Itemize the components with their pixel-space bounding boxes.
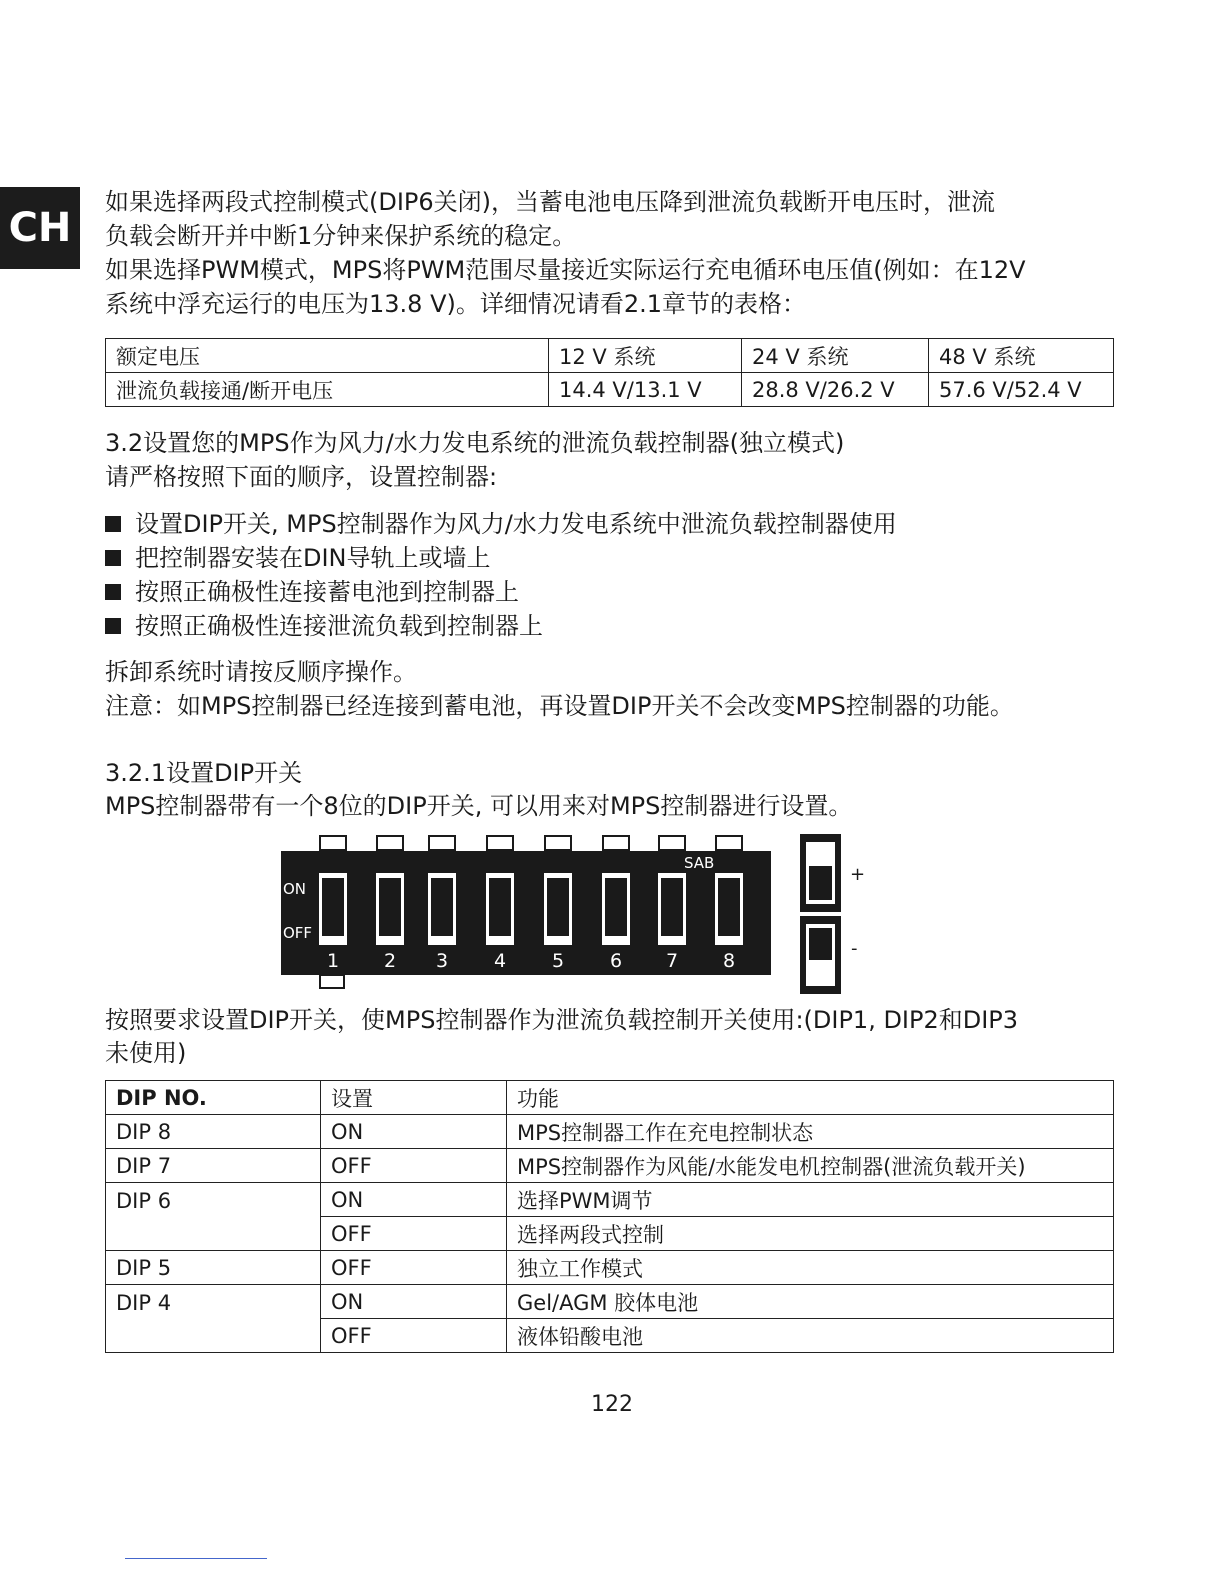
section-3-2-1-heading: 3.2.1设置DIP开关 bbox=[105, 759, 303, 787]
section-3-2-heading: 3.2设置您的MPS作为风力/水力发电系统的泄流负载控制器(独立模式) bbox=[105, 429, 845, 457]
terminal-plus-label: + bbox=[850, 864, 866, 885]
section-3-2-1-intro: MPS控制器带有一个8位的DIP开关, 可以用来对MPS控制器进行设置。 bbox=[105, 792, 853, 820]
dip-top-tab bbox=[603, 836, 629, 850]
dip-warning-note: 注意：如MPS控制器已经连接到蓄电池，再设置DIP开关不会改变MPS控制器的功能。 bbox=[105, 692, 1014, 720]
dip-top-tab bbox=[487, 836, 513, 850]
dip-number-label: 6 bbox=[609, 950, 623, 972]
dip-sab-label: SAB bbox=[684, 854, 715, 872]
dip-header-cell: 设置 bbox=[321, 1081, 507, 1115]
dip-instruction-line2: 未使用) bbox=[105, 1039, 187, 1067]
table-row bbox=[106, 1183, 1114, 1217]
paragraph-two-stage-line2: 负载会断开并中断1分钟来保护系统的稳定。 bbox=[105, 222, 577, 250]
dip-switch-knob bbox=[661, 878, 683, 936]
dip-table-header-row bbox=[106, 1081, 1114, 1115]
paragraph-pwm-line2: 系统中浮充运行的电压为13.8 V)。详细情况请看2.1章节的表格： bbox=[105, 290, 807, 318]
dip-number-cell: DIP 5 bbox=[106, 1251, 321, 1285]
dip-off-label: OFF bbox=[283, 924, 313, 942]
terminal-plus-slider bbox=[809, 866, 832, 900]
voltage-cell: 泄流负载接通/断开电压 bbox=[106, 373, 549, 407]
table-row bbox=[106, 1251, 1114, 1285]
dip-number-label: 2 bbox=[383, 950, 397, 972]
dip-setting-cell: ON bbox=[321, 1115, 507, 1149]
table-row bbox=[106, 1149, 1114, 1183]
footer-rule bbox=[125, 1558, 267, 1559]
dip-switch-knob bbox=[489, 878, 511, 936]
voltage-header-cell: 48 V 系统 bbox=[929, 339, 1114, 373]
dip-setting-cell: OFF bbox=[321, 1319, 507, 1353]
dip-top-tab bbox=[377, 836, 403, 850]
dip-function-cell: 选择两段式控制 bbox=[507, 1217, 1114, 1251]
dip-settings-table bbox=[105, 1080, 1114, 1353]
dip-function-cell: MPS控制器工作在充电控制状态 bbox=[507, 1115, 1114, 1149]
dip-function-cell: Gel/AGM 胶体电池 bbox=[507, 1285, 1114, 1319]
dip-setting-cell: OFF bbox=[321, 1149, 507, 1183]
dip-number-cell: DIP 4 bbox=[106, 1285, 321, 1353]
dip-setting-cell: OFF bbox=[321, 1217, 507, 1251]
dip-number-cell: DIP 8 bbox=[106, 1115, 321, 1149]
dip-switch-knob bbox=[322, 878, 344, 936]
voltage-header-cell: 12 V 系统 bbox=[549, 339, 742, 373]
dip-function-cell: MPS控制器作为风能/水能发电机控制器(泄流负载开关) bbox=[507, 1149, 1114, 1183]
voltage-cell: 57.6 V/52.4 V bbox=[929, 373, 1114, 407]
dip-number-label: 8 bbox=[722, 950, 736, 972]
dip-top-tab bbox=[545, 836, 571, 850]
step-text: 把控制器安装在DIN导轨上或墙上 bbox=[135, 544, 491, 572]
voltage-header-cell: 额定电压 bbox=[106, 339, 549, 373]
dip-top-tab bbox=[659, 836, 685, 850]
dip-top-tab bbox=[429, 836, 455, 850]
dip-number-label: 5 bbox=[551, 950, 565, 972]
dip-header-cell: 功能 bbox=[507, 1081, 1114, 1115]
dip-switch-knob bbox=[605, 878, 627, 936]
dip-function-cell: 选择PWM调节 bbox=[507, 1183, 1114, 1217]
dip-top-tab bbox=[716, 836, 742, 850]
dip-number-label: 3 bbox=[435, 950, 449, 972]
dip-instruction-line1: 按照要求设置DIP开关，使MPS控制器作为泄流负载控制开关使用:(DIP1, DIP2和DIP3 bbox=[105, 1006, 1019, 1034]
dip-setting-cell: ON bbox=[321, 1183, 507, 1217]
dip-function-cell: 液体铅酸电池 bbox=[507, 1319, 1114, 1353]
paragraph-two-stage-line1: 如果选择两段式控制模式(DIP6关闭)，当蓄电池电压降到泄流负载断开电压时，泄流 bbox=[105, 188, 996, 216]
dip-switch-knob bbox=[718, 878, 740, 936]
voltage-cell: 28.8 V/26.2 V bbox=[742, 373, 929, 407]
voltage-cell: 14.4 V/13.1 V bbox=[549, 373, 742, 407]
paragraph-pwm-line1: 如果选择PWM模式，MPS将PWM范围尽量接近实际运行充电循环电压值(例如：在12V bbox=[105, 256, 1026, 284]
dip-switch-knob bbox=[431, 878, 453, 936]
dip-on-label: ON bbox=[283, 880, 307, 898]
dip-number-label: 7 bbox=[665, 950, 679, 972]
dip-setting-cell: OFF bbox=[321, 1251, 507, 1285]
dip-number-cell: DIP 6 bbox=[106, 1183, 321, 1251]
uninstall-note: 拆卸系统时请按反顺序操作。 bbox=[105, 658, 417, 686]
dip-number-label: 4 bbox=[493, 950, 507, 972]
dip-header-cell: DIP NO. bbox=[106, 1081, 321, 1115]
voltage-header-cell: 24 V 系统 bbox=[742, 339, 929, 373]
dip-number-cell: DIP 7 bbox=[106, 1149, 321, 1183]
dip-top-tabs bbox=[320, 836, 742, 850]
dip-top-tab bbox=[320, 836, 346, 850]
page-number: 122 bbox=[591, 1392, 633, 1417]
terminal-minus-slider bbox=[809, 928, 832, 960]
dip-switch-knob bbox=[379, 878, 401, 936]
section-3-2-intro: 请严格按照下面的顺序，设置控制器: bbox=[105, 463, 498, 491]
dip-switch-knob bbox=[547, 878, 569, 936]
dip-setting-cell: ON bbox=[321, 1285, 507, 1319]
language-tab: CH bbox=[0, 187, 80, 269]
table-row bbox=[106, 1115, 1114, 1149]
dip-number-label: 1 bbox=[326, 950, 340, 972]
dip-function-cell: 独立工作模式 bbox=[507, 1251, 1114, 1285]
step-text: 按照正确极性连接泄流负载到控制器上 bbox=[135, 612, 543, 640]
dip-bottom-tab bbox=[320, 975, 344, 988]
step-text: 设置DIP开关, MPS控制器作为风力/水力发电系统中泄流负载控制器使用 bbox=[135, 510, 897, 538]
table-row bbox=[106, 1285, 1114, 1319]
step-text: 按照正确极性连接蓄电池到控制器上 bbox=[135, 578, 519, 606]
terminal-minus-label: - bbox=[851, 938, 858, 959]
